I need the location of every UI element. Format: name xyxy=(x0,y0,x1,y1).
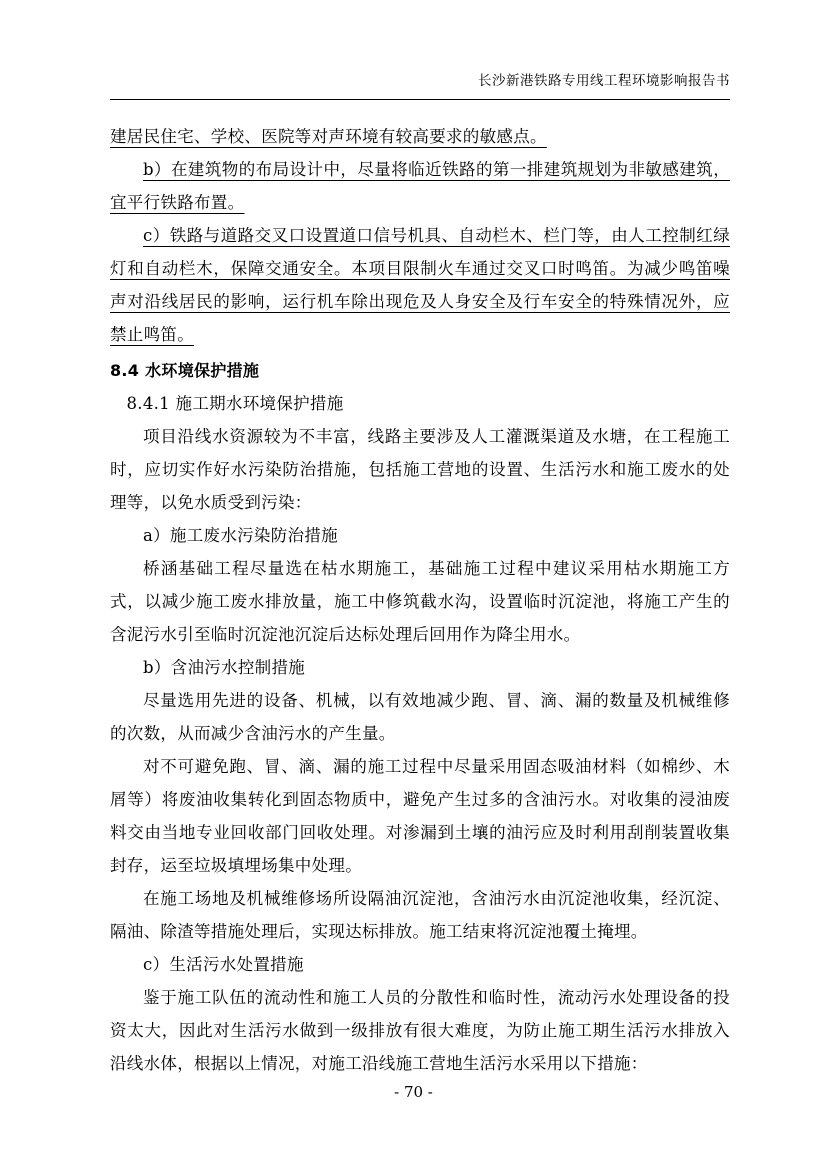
paragraph-item-a-title: a）施工废水污染防治措施 xyxy=(143,525,338,545)
paragraph-equipment-selection: 尽量选用先进的设备、机械，以有效地减少跑、冒、滴、漏的数量及机械维修的次数，从而减少含油污水的产生量。 xyxy=(110,690,730,743)
paragraph-item-c: c）铁路与道路交叉口设置道口信号机具、自动栏木、栏门等，由人工控制红绿灯和自动栏木，保障交通安全。本项目限制火车通过交叉口时鸣笛。为减少鸣笛噪声对沿线居民的影响，运行机车除出现危及人身安全及行车安全的特殊情况外，应禁止鸣笛。 xyxy=(110,225,730,344)
paragraph-item-b-title: b）含油污水控制措施 xyxy=(143,657,306,677)
paragraph-bridge-foundation: 桥涵基础工程尽量选在枯水期施工，基础施工过程中建议采用枯水期施工方式，以减少施工废水排放量，施工中修筑截水沟，设置临时沉淀池，将施工产生的含泥污水引至临时沉淀池沉淀后达标处理后回用作为降尘用水。 xyxy=(110,558,730,644)
page-number: - 70 - xyxy=(394,1083,433,1101)
paragraph-domestic-sewage: 鉴于施工队伍的流动性和施工人员的分散性和临时性，流动污水处理设备的投资太大，因此对生活污水做到一级排放有很大难度，为防止施工期生活污水排放入沿线水体，根据以上情况，对施工沿线施工营地生活污水采用以下措施： xyxy=(110,987,730,1073)
header-divider xyxy=(110,99,730,100)
paragraph-water-resources: 项目沿线水资源较为不丰富，线路主要涉及人工灌溉渠道及水塘，在工程施工时，应切实作好水污染防治措施，包括施工营地的设置、生活污水和施工废水的处理等，以免水质受到污染： xyxy=(110,426,730,512)
paragraph-item-b: b）在建筑物的布局设计中，尽量将临近铁路的第一排建筑规划为非敏感建筑，宜平行铁路布置。 xyxy=(110,159,730,212)
paragraph-item-c-title: c）生活污水处置措施 xyxy=(143,954,304,974)
page-content xyxy=(110,72,730,1080)
section-heading-8-4-1: 8.4.1 施工期水环境保护措施 xyxy=(126,393,344,413)
document-body xyxy=(110,120,730,1080)
paragraph-continued: 建居民住宅、学校、医院等对声环境有较高要求的敏感点。 xyxy=(110,126,547,146)
paragraph-oil-separator-tank: 在施工场地及机械维修场所设隔油沉淀池，含油污水由沉淀池收集，经沉淀、隔油、除渣等措施处理后，实现达标排放。施工结束将沉淀池覆土掩埋。 xyxy=(110,888,730,941)
section-heading-8-4: 8.4 水环境保护措施 xyxy=(110,360,260,380)
paragraph-oil-absorption: 对不可避免跑、冒、滴、漏的施工过程中尽量采用固态吸油材料（如棉纱、木屑等）将废油收集转化到固态物质中，避免产生过多的含油污水。对收集的浸油废料交由当地专业回收部门回收处理。对渗漏到土壤的油污应及时利用刮削装置收集封存，运至垃圾填埋场集中处理。 xyxy=(110,756,730,875)
page-header: 长沙新港铁路专用线工程环境影响报告书 xyxy=(478,73,730,89)
